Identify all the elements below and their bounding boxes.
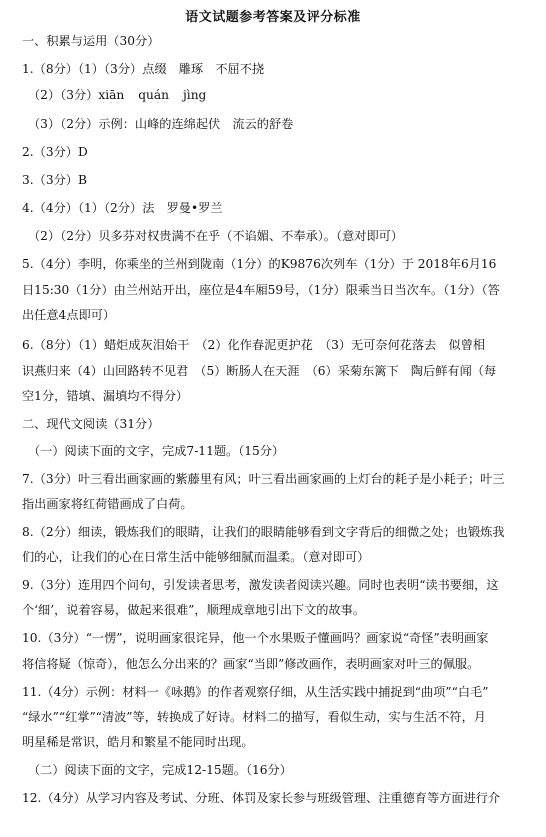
answer-line: 12.（4分）从学习内容及考试、分班、体罚及家长参与班级管理、注重德育等方面进行介 bbox=[22, 791, 501, 805]
answer-line: （二）阅读下面的文字，完成12-15题。（16分） bbox=[28, 763, 292, 777]
answer-line: 11.（4分）示例：材料一《咏鹅》的作者观察仔细，从生活实践中捕捉到“曲项”“白毛” bbox=[22, 685, 489, 699]
answer-line: 出任意4点即可） bbox=[22, 308, 116, 322]
answer-line: 指出画家将红荷错画成了白荷。 bbox=[22, 497, 193, 511]
answer-line: 将信将疑（惊奇），他怎么分出来的？画家“当即”修改画作，表明画家对叶三的佩服。 bbox=[22, 657, 480, 671]
answer-line: 一、积累与运用（30分） bbox=[22, 34, 160, 48]
answer-line: 们的心，让我们的心在日常生活中能够细腻而温柔。（意对即可） bbox=[22, 550, 370, 564]
answer-line: 7.（3分）叶三看出画家画的紫藤里有风；叶三看出画家画的上灯台的耗子是小耗子；叶三 bbox=[22, 472, 505, 486]
answer-line: 2.（3分）D bbox=[22, 145, 88, 159]
answer-line: （2）（2分）贝多芬对权贵满不在乎（不谄媚、不奉承）。（意对即可） bbox=[28, 229, 404, 243]
pinyin-lead: （2）（3分） bbox=[28, 88, 99, 102]
pinyin-answer-line bbox=[28, 87, 538, 103]
answer-line: 明星稀是常识，皓月和繁星不能同时出现。 bbox=[22, 735, 254, 749]
answer-line: 空1分，错填、漏填均不得分） bbox=[22, 389, 189, 403]
answer-line: 个‘细’，说着容易，做起来很难”，顺理成章地引出下文的故事。 bbox=[22, 603, 366, 617]
pinyin-item: jìng bbox=[183, 88, 207, 102]
document-title: 语文试题参考答案及评分标准 bbox=[185, 10, 361, 25]
answer-line: 5.（4分）李明，你乘坐的兰州到陇南（1分）的K9876次列车（1分）于 2018年6月16 bbox=[22, 257, 497, 271]
answer-line: 8.（2分）细读，锻炼我们的眼睛，让我们的眼睛能够看到文字背后的细微之处；也锻炼我 bbox=[22, 525, 505, 539]
answer-line: （3）（2分）示例：山峰的连绵起伏 流云的舒卷 bbox=[28, 117, 294, 131]
answer-line: 10.（3分）“一愣”，说明画家很诧异，他一个水果贩子懂画吗？画家说“奇怪”表明画家 bbox=[22, 631, 489, 645]
answer-line: 识燕归来（4）山回路转不见君 （5）断肠人在天涯 （6）采菊东篱下 陶后鲜有闻（每 bbox=[22, 364, 497, 378]
answer-line: 6.（8分）（1）蜡炬成灰泪始干 （2）化作春泥更护花 （3）无可奈何花落去 似曾相 bbox=[22, 338, 486, 352]
answer-line: “绿水”“红掌”“清波”等，转换成了好诗。材料二的描写，看似生动，实与生活不符，月 bbox=[22, 710, 486, 724]
answer-line: 4.（4分）（1）（2分）法 罗曼•罗兰 bbox=[22, 201, 223, 215]
answer-line: 二、现代文阅读（31分） bbox=[22, 417, 160, 431]
answer-line: （一）阅读下面的文字，完成7-11题。（15分） bbox=[28, 444, 285, 458]
answer-line: 9.（3分）连用四个问句，引发读者思考，激发读者阅读兴趣。同时也表明“读书要细，这 bbox=[22, 578, 499, 592]
pinyin-item: quán bbox=[138, 88, 170, 102]
answer-line: 1.（8分）（1）（3分）点缀 雕琢 不屈不挠 bbox=[22, 62, 265, 76]
answer-line: 3.（3分）B bbox=[22, 173, 87, 187]
pinyin-item: xiān bbox=[98, 88, 125, 102]
answer-line: 日15:30（1分）由兰州站开出，座位是4车厢59号，（1分）限乘当日当次车。（1分）（答 bbox=[22, 283, 500, 297]
